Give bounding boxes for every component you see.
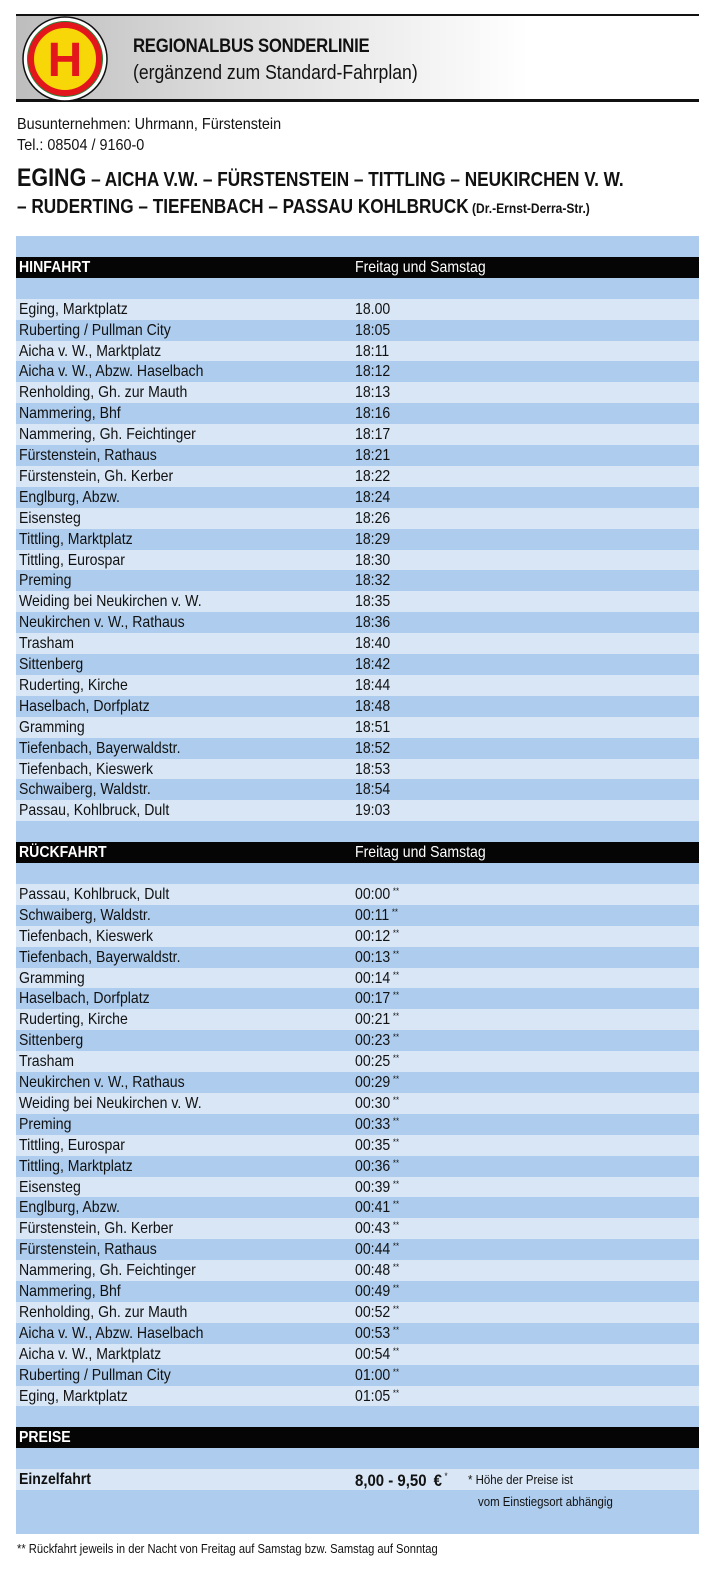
- footnote: ** Rückfahrt jeweils in der Nacht von Freitag auf Samstag bzw. Samstag auf Sonntag: [17, 1541, 438, 1556]
- operator-text: Busunternehmen: Uhrmann, Fürstenstein: [17, 116, 282, 133]
- table-row: [16, 947, 699, 968]
- night-marker: **: [392, 885, 400, 896]
- hinfahrt-time-value: 18:36: [355, 614, 391, 632]
- hinfahrt-time-value: 18:51: [355, 718, 391, 736]
- rueckfahrt-time-value: 00:44: [355, 1241, 391, 1259]
- night-marker: **: [392, 1324, 400, 1335]
- rueckfahrt-time-value: 00:41: [355, 1199, 391, 1217]
- rueckfahrt-stop-name: Ruberting / Pullman City: [19, 1366, 171, 1384]
- table-row: [16, 968, 699, 989]
- page-title: REGIONALBUS SONDERLINIE: [133, 36, 370, 57]
- rueckfahrt-stop-name: Preming: [19, 1115, 72, 1133]
- rueckfahrt-departure-time: [355, 1053, 399, 1071]
- rueckfahrt-stop-name: Renholding, Gh. zur Mauth: [19, 1303, 188, 1321]
- rueckfahrt-stop-name: Fürstenstein, Rathaus: [19, 1241, 157, 1259]
- hinfahrt-time-value: 18:44: [355, 676, 391, 694]
- night-marker: **: [392, 1094, 400, 1105]
- rueckfahrt-end-spacer: [16, 1406, 699, 1427]
- night-marker: **: [392, 1053, 400, 1064]
- hinfahrt-stop-name: Nammering, Gh. Feichtinger: [19, 426, 196, 444]
- night-marker: **: [392, 1136, 400, 1147]
- table-row: [16, 1323, 699, 1344]
- fare-value: [355, 1471, 448, 1491]
- rueckfahrt-time-value: 00:33: [355, 1115, 391, 1133]
- hinfahrt-header: [16, 257, 699, 278]
- table-row: [16, 675, 699, 696]
- hinfahrt-departure-time: [355, 656, 390, 674]
- table-row: [16, 1344, 699, 1365]
- rueckfahrt-stop-name: Eging, Marktplatz: [19, 1387, 128, 1405]
- rueckfahrt-time-value: 00:25: [355, 1053, 391, 1071]
- hinfahrt-stop-name: Ruberting / Pullman City: [19, 321, 171, 339]
- hinfahrt-departure-time: [355, 698, 390, 716]
- rueckfahrt-departure-time: [355, 1283, 399, 1301]
- night-marker: **: [392, 948, 400, 959]
- hinfahrt-stop-name: Fürstenstein, Rathaus: [19, 447, 157, 464]
- rueckfahrt-time-value: 01:00: [355, 1366, 391, 1384]
- rueckfahrt-stop-name: Aicha v. W., Marktplatz: [19, 1345, 162, 1363]
- rueckfahrt-departure-time: [355, 1032, 399, 1050]
- route-line-1: [17, 164, 624, 193]
- table-row: [16, 696, 699, 717]
- hinfahrt-time-value: 18:52: [355, 739, 391, 757]
- hinfahrt-time-value: 18:32: [355, 572, 391, 590]
- table-row: [16, 1281, 699, 1302]
- rueckfahrt-departure-time: [355, 1241, 399, 1259]
- rueckfahrt-time-value: 00:43: [355, 1220, 391, 1238]
- hinfahrt-departure-time: [355, 781, 390, 799]
- hinfahrt-header-days: Freitag und Samstag: [355, 258, 486, 276]
- rueckfahrt-departure-time: [355, 1158, 399, 1176]
- night-marker: **: [392, 1199, 400, 1210]
- rueckfahrt-stop-name: Englburg, Abzw.: [19, 1199, 120, 1217]
- hinfahrt-stop-name: Tiefenbach, Bayerwaldstr.: [19, 739, 181, 757]
- hinfahrt-departure-time: [355, 740, 390, 758]
- night-marker: **: [391, 906, 399, 917]
- hinfahrt-stop-name: Gramming: [19, 718, 85, 736]
- night-marker: **: [392, 1345, 400, 1356]
- hinfahrt-time-value: 18:29: [355, 530, 391, 548]
- hinfahrt-time-value: 18:12: [355, 363, 391, 381]
- hinfahrt-time-value: 18:53: [355, 760, 391, 778]
- table-row: [16, 1072, 699, 1093]
- table-row: [16, 1365, 699, 1386]
- page-subtitle: (ergänzend zum Standard-Fahrplan): [133, 62, 418, 84]
- table-row: [16, 905, 699, 926]
- fare-row: [16, 1469, 699, 1490]
- rueckfahrt-stop-name: Trasham: [19, 1053, 75, 1071]
- rueckfahrt-time-value: 00:49: [355, 1283, 391, 1300]
- hinfahrt-stop-name: Sittenberg: [19, 656, 84, 673]
- hinfahrt-departure-time: [355, 761, 390, 779]
- rueckfahrt-stop-name: Ruderting, Kirche: [19, 1011, 128, 1029]
- hinfahrt-time-value: 18:54: [355, 781, 391, 799]
- route-stops-2: – RUDERTING – TIEFENBACH – PASSAU KOHLBRUCK: [17, 196, 469, 218]
- table-row: [16, 1302, 699, 1323]
- rueckfahrt-departure-time: [355, 907, 398, 925]
- night-marker: **: [392, 1387, 400, 1398]
- rueckfahrt-departure-time: [355, 886, 399, 904]
- rueckfahrt-stop-name: Tiefenbach, Bayerwaldstr.: [19, 948, 181, 966]
- hinfahrt-spacer: [16, 278, 699, 299]
- table-row: [16, 738, 699, 759]
- rueckfahrt-time-value: 00:17: [355, 990, 391, 1008]
- hinfahrt-departure-time: [355, 677, 390, 695]
- night-marker: **: [392, 1032, 400, 1043]
- hinfahrt-departure-time: [355, 447, 390, 465]
- rueckfahrt-stop-name: Gramming: [19, 969, 85, 987]
- table-top-spacer: [16, 236, 699, 257]
- rueckfahrt-departure-time: [355, 1179, 399, 1197]
- hinfahrt-time-value: 18:17: [355, 426, 391, 444]
- rueckfahrt-spacer: [16, 863, 699, 884]
- rueckfahrt-stop-name: Sittenberg: [19, 1032, 84, 1050]
- rueckfahrt-time-value: 01:05: [355, 1387, 391, 1405]
- hinfahrt-stop-name: Tiefenbach, Kieswerk: [19, 760, 154, 778]
- rueckfahrt-departure-time: [355, 1346, 399, 1364]
- rueckfahrt-time-value: 00:13: [355, 948, 391, 966]
- hinfahrt-departure-time: [355, 719, 390, 737]
- rueckfahrt-departure-time: [355, 970, 399, 988]
- table-row: [16, 1218, 699, 1239]
- rueckfahrt-stop-name: Haselbach, Dorfplatz: [19, 990, 150, 1008]
- rueckfahrt-time-value: 00:30: [355, 1094, 391, 1112]
- header-bottom-rule: [16, 99, 699, 102]
- route-stops-1: – AICHA V.W. – FÜRSTENSTEIN – TITTLING – NEUKIRCHEN V. W.: [86, 169, 624, 191]
- rueckfahrt-departure-time: [355, 990, 399, 1008]
- currency-symbol: €: [433, 1471, 442, 1491]
- rueckfahrt-departure-time: [355, 1074, 399, 1092]
- hinfahrt-time-value: 18:35: [355, 593, 391, 611]
- hinfahrt-departure-time: [355, 802, 390, 820]
- preise-header: [16, 1427, 699, 1448]
- table-row: [16, 1177, 699, 1198]
- price-note-2: vom Einstiegsort abhängig: [478, 1494, 613, 1509]
- hinfahrt-departure-time: [355, 572, 390, 590]
- table-row: [16, 466, 699, 487]
- hinfahrt-time-value: 18:11: [355, 342, 390, 360]
- hinfahrt-departure-time: [355, 426, 390, 444]
- rueckfahrt-stop-name: Passau, Kohlbruck, Dult: [19, 885, 170, 903]
- table-row: [16, 884, 699, 905]
- table-row: [16, 1156, 699, 1177]
- rueckfahrt-departure-time: [355, 1304, 399, 1322]
- hinfahrt-time-value: 18:42: [355, 656, 391, 673]
- timetable: [16, 236, 699, 1534]
- hinfahrt-stop-name: Passau, Kohlbruck, Dult: [19, 802, 170, 820]
- table-row: [16, 424, 699, 445]
- rueckfahrt-time-value: 00:11: [355, 906, 390, 924]
- rueckfahrt-time-value: 00:23: [355, 1032, 391, 1050]
- hinfahrt-stop-name: Aicha v. W., Abzw. Haselbach: [19, 363, 204, 381]
- rueckfahrt-time-value: 00:00: [355, 885, 391, 903]
- rueckfahrt-stop-name: Schwaiberg, Waldstr.: [19, 906, 151, 924]
- hinfahrt-stop-name: Aicha v. W., Marktplatz: [19, 342, 162, 360]
- table-row: [16, 988, 699, 1009]
- night-marker: **: [392, 1220, 400, 1231]
- rueckfahrt-stop-name: Nammering, Bhf: [19, 1283, 121, 1300]
- hinfahrt-stop-name: Neukirchen v. W., Rathaus: [19, 614, 185, 632]
- table-row: [16, 1114, 699, 1135]
- hinfahrt-stop-name: Fürstenstein, Gh. Kerber: [19, 467, 174, 485]
- route-address: (Dr.-Ernst-Derra-Str.): [468, 200, 590, 216]
- hinfahrt-time-value: 18:21: [355, 447, 391, 464]
- table-row: [16, 612, 699, 633]
- hinfahrt-time-value: 18:13: [355, 384, 391, 402]
- logo-letter: H: [47, 34, 83, 87]
- hinfahrt-time-value: 18:24: [355, 488, 391, 506]
- hinfahrt-departure-time: [355, 552, 390, 570]
- rueckfahrt-stop-name: Tittling, Marktplatz: [19, 1157, 133, 1175]
- night-marker: **: [392, 1115, 400, 1126]
- rueckfahrt-time-value: 00:29: [355, 1074, 391, 1091]
- night-marker: **: [392, 1011, 400, 1022]
- table-row: [16, 1009, 699, 1030]
- header-band: [16, 16, 699, 102]
- rueckfahrt-departure-time: [355, 1367, 399, 1385]
- table-row: [16, 341, 699, 362]
- night-marker: **: [392, 969, 400, 980]
- table-row: [16, 1135, 699, 1156]
- night-marker: **: [392, 1262, 400, 1273]
- table-row: [16, 1051, 699, 1072]
- rueckfahrt-time-value: 00:53: [355, 1324, 391, 1342]
- night-marker: **: [392, 1157, 400, 1168]
- hinfahrt-time-value: 18:05: [355, 321, 391, 339]
- hinfahrt-time-value: 18.00: [355, 300, 391, 318]
- night-marker: **: [392, 1241, 400, 1252]
- price-note-1: * Höhe der Preise ist: [468, 1472, 573, 1488]
- hinfahrt-stop-name: Weiding bei Neukirchen v. W.: [19, 593, 202, 611]
- preise-spacer: [16, 1448, 699, 1469]
- preise-header-label: PREISE: [19, 1429, 71, 1447]
- rueckfahrt-header-label: RÜCKFAHRT: [19, 844, 107, 862]
- table-row: [16, 361, 699, 382]
- night-marker: **: [392, 1366, 400, 1377]
- table-row: [16, 299, 699, 320]
- rueckfahrt-time-value: 00:36: [355, 1157, 391, 1175]
- haltestelle-logo-icon: [22, 16, 108, 102]
- hinfahrt-departure-time: [355, 468, 390, 486]
- hinfahrt-time-value: 19:03: [355, 802, 391, 820]
- table-row: [16, 717, 699, 738]
- rueckfahrt-departure-time: [355, 1388, 399, 1406]
- hinfahrt-departure-time: [355, 489, 390, 507]
- rueckfahrt-time-value: 00:54: [355, 1345, 391, 1363]
- table-row: [16, 1030, 699, 1051]
- table-row: [16, 1093, 699, 1114]
- hinfahrt-time-value: 18:40: [355, 635, 391, 653]
- rueckfahrt-time-value: 00:12: [355, 927, 391, 945]
- hinfahrt-departure-time: [355, 363, 390, 381]
- hinfahrt-stop-name: Tittling, Eurospar: [19, 551, 125, 569]
- hinfahrt-time-value: 18:16: [355, 405, 391, 423]
- hinfahrt-departure-time: [355, 510, 390, 528]
- night-marker: **: [392, 927, 400, 938]
- rueckfahrt-departure-time: [355, 949, 399, 967]
- hinfahrt-departure-time: [355, 343, 389, 361]
- table-row: [16, 508, 699, 529]
- rueckfahrt-stop-name: Nammering, Gh. Feichtinger: [19, 1262, 196, 1280]
- rueckfahrt-departure-time: [355, 1011, 399, 1029]
- hinfahrt-time-value: 18:22: [355, 467, 391, 485]
- hinfahrt-departure-time: [355, 593, 390, 611]
- table-row: [16, 1197, 699, 1218]
- rueckfahrt-departure-time: [355, 1220, 399, 1238]
- rueckfahrt-time-value: 00:52: [355, 1303, 391, 1321]
- hinfahrt-stop-name: Nammering, Bhf: [19, 405, 121, 423]
- rueckfahrt-time-value: 00:48: [355, 1262, 391, 1280]
- hinfahrt-stop-name: Englburg, Abzw.: [19, 488, 120, 506]
- hinfahrt-departure-time: [355, 322, 390, 340]
- table-row: [16, 654, 699, 675]
- fare-star: *: [444, 1471, 448, 1482]
- hinfahrt-header-label: HINFAHRT: [19, 258, 91, 276]
- rueckfahrt-departure-time: [355, 1325, 399, 1343]
- rueckfahrt-time-value: 00:21: [355, 1011, 391, 1029]
- rueckfahrt-departure-time: [355, 1095, 399, 1113]
- table-row: [16, 591, 699, 612]
- table-row: [16, 529, 699, 550]
- hinfahrt-time-value: 18:26: [355, 509, 391, 527]
- rueckfahrt-stop-name: Neukirchen v. W., Rathaus: [19, 1074, 185, 1091]
- rueckfahrt-time-value: 00:14: [355, 969, 391, 987]
- rueckfahrt-departure-time: [355, 928, 399, 946]
- route-origin: EGING: [17, 164, 87, 192]
- hinfahrt-stop-name: Schwaiberg, Waldstr.: [19, 781, 151, 799]
- phone-text: Tel.: 08504 / 9160-0: [17, 137, 145, 154]
- table-row: [16, 759, 699, 780]
- fare-amount: 8,00 - 9,50: [355, 1471, 427, 1491]
- hinfahrt-stop-name: Trasham: [19, 635, 75, 653]
- hinfahrt-departure-time: [355, 384, 390, 402]
- hinfahrt-stop-name: Eging, Marktplatz: [19, 300, 128, 318]
- hinfahrt-stop-name: Eisensteg: [19, 509, 81, 527]
- table-row: [16, 779, 699, 800]
- hinfahrt-departure-time: [355, 531, 390, 549]
- rueckfahrt-departure-time: [355, 1262, 399, 1280]
- hinfahrt-stop-name: Tittling, Marktplatz: [19, 530, 133, 548]
- table-row: [16, 550, 699, 571]
- night-marker: **: [392, 1283, 400, 1293]
- rueckfahrt-header-days: Freitag und Samstag: [355, 844, 486, 862]
- table-row: [16, 800, 699, 821]
- night-marker: **: [392, 1303, 400, 1314]
- table-row: [16, 633, 699, 654]
- rueckfahrt-stop-name: Eisensteg: [19, 1178, 81, 1196]
- hinfahrt-stop-name: Renholding, Gh. zur Mauth: [19, 384, 188, 402]
- hinfahrt-time-value: 18:30: [355, 551, 391, 569]
- rueckfahrt-time-value: 00:35: [355, 1136, 391, 1154]
- route-line-2: [17, 196, 590, 219]
- night-marker: **: [392, 1074, 400, 1084]
- night-marker: **: [392, 990, 400, 1001]
- fare-label: Einzelfahrt: [19, 1471, 91, 1489]
- rueckfahrt-stop-name: Aicha v. W., Abzw. Haselbach: [19, 1324, 204, 1342]
- preise-bottom-block: [16, 1490, 699, 1534]
- hinfahrt-end-spacer: [16, 821, 699, 842]
- hinfahrt-stop-name: Haselbach, Dorfplatz: [19, 697, 150, 715]
- table-row: [16, 570, 699, 591]
- table-row: [16, 926, 699, 947]
- rueckfahrt-header: [16, 842, 699, 863]
- table-row: [16, 1386, 699, 1407]
- rueckfahrt-stop-name: Tiefenbach, Kieswerk: [19, 927, 154, 945]
- table-row: [16, 1239, 699, 1260]
- table-row: [16, 382, 699, 403]
- rueckfahrt-stop-name: Weiding bei Neukirchen v. W.: [19, 1094, 202, 1112]
- table-row: [16, 1260, 699, 1281]
- table-row: [16, 487, 699, 508]
- table-row: [16, 403, 699, 424]
- rueckfahrt-departure-time: [355, 1199, 399, 1217]
- hinfahrt-stop-name: Ruderting, Kirche: [19, 676, 128, 694]
- hinfahrt-stop-name: Preming: [19, 572, 72, 590]
- rueckfahrt-stop-name: Fürstenstein, Gh. Kerber: [19, 1220, 174, 1238]
- hinfahrt-departure-time: [355, 614, 390, 632]
- hinfahrt-departure-time: [355, 405, 390, 423]
- rueckfahrt-departure-time: [355, 1116, 399, 1134]
- table-row: [16, 320, 699, 341]
- rueckfahrt-departure-time: [355, 1137, 399, 1155]
- hinfahrt-time-value: 18:48: [355, 697, 391, 715]
- table-row: [16, 445, 699, 466]
- hinfahrt-departure-time: [355, 301, 390, 319]
- hinfahrt-departure-time: [355, 635, 390, 653]
- night-marker: **: [392, 1178, 400, 1189]
- rueckfahrt-time-value: 00:39: [355, 1178, 391, 1196]
- rueckfahrt-stop-name: Tittling, Eurospar: [19, 1136, 125, 1154]
